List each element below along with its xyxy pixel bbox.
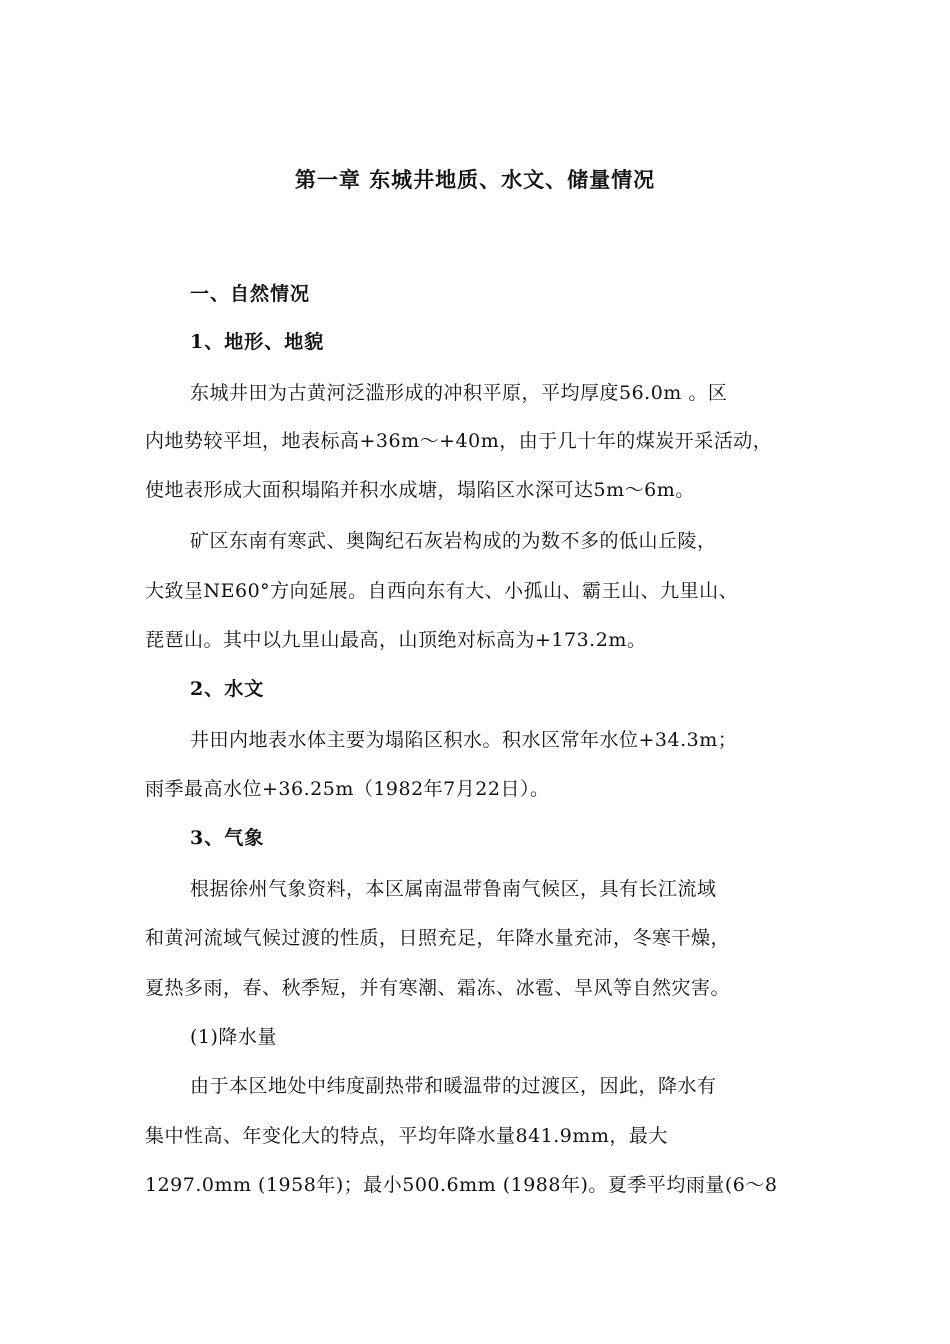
paragraph-line: 雨季最高水位+36.25m（1982年7月22日）。 <box>145 778 550 800</box>
paragraph-line: 和黄河流域气候过渡的性质，日照充足，年降水量充沛，冬寒干燥， <box>145 927 731 949</box>
paragraph-line: 井田内地表水体主要为塌陷区积水。积水区常年水位+34.3m； <box>190 729 738 751</box>
paragraph-line: 内地势较平坦，地表标高+36m～+40m，由于几十年的煤炭开采活动， <box>145 430 773 452</box>
list-item-label: (1)降水量 <box>190 1026 277 1048</box>
subsection-heading-meteorology: 3、气象 <box>190 827 265 849</box>
paragraph-line: 由于本区地处中纬度副热带和暖温带的过渡区，因此，降水有 <box>190 1075 717 1097</box>
paragraph-line: 矿区东南有寒武、奥陶纪石灰岩构成的为数不多的低山丘陵， <box>190 530 717 552</box>
paragraph-line: 1297.0mm (1958年)；最小500.6mm (1988年)。夏季平均雨量(6～8 <box>145 1174 778 1196</box>
paragraph-line: 夏热多雨，春、秋季短，并有寒潮、霜冻、冰雹、旱风等自然灾害。 <box>145 977 731 999</box>
section-heading-natural-conditions: 一、自然情况 <box>190 283 311 305</box>
subsection-heading-terrain: 1、地形、地貌 <box>190 331 325 353</box>
paragraph-line: 使地表形成大面积塌陷并积水成塘，塌陷区水深可达5m～6m。 <box>145 479 695 501</box>
paragraph-line: 集中性高、年变化大的特点，平均年降水量841.9mm，最大 <box>145 1125 668 1147</box>
paragraph-line: 东城井田为古黄河泛滥形成的冲积平原，平均厚度56.0m 。区 <box>190 382 728 404</box>
paragraph-line: 琵琶山。其中以九里山最高，山顶绝对标高为+173.2m。 <box>145 629 647 651</box>
subsection-heading-hydrology: 2、水文 <box>190 678 265 700</box>
paragraph-line: 大致呈NE60°方向延展。自西向东有大、小孤山、霸王山、九里山、 <box>145 580 739 602</box>
chapter-title: 第一章 东城井地质、水文、储量情况 <box>294 167 656 192</box>
paragraph-line: 根据徐州气象资料，本区属南温带鲁南气候区，具有长江流域 <box>190 878 717 900</box>
